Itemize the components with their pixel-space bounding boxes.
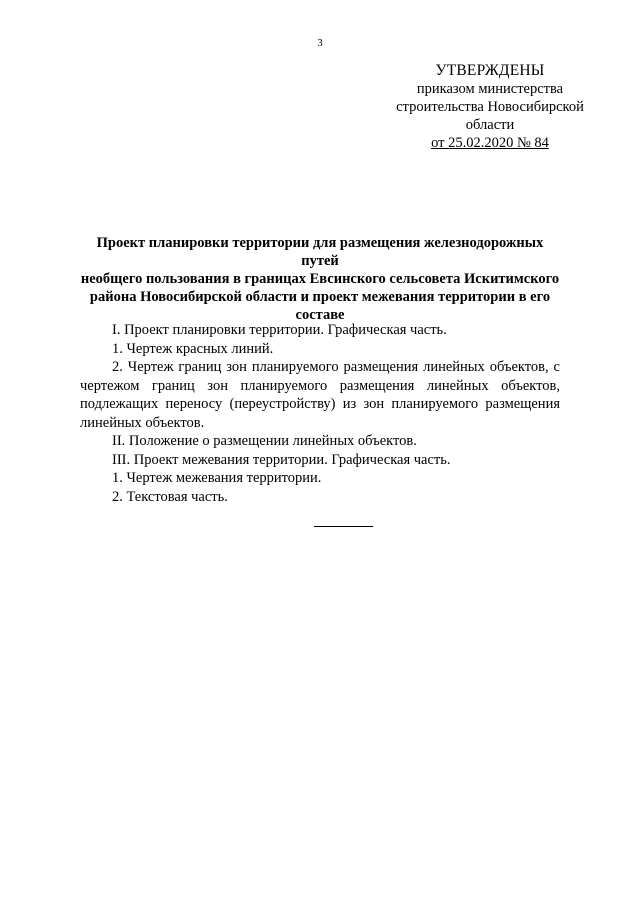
title-line: района Новосибирской области и проект межевания территории в его — [89, 289, 551, 305]
page-number: 3 — [317, 38, 323, 49]
title-line: необщего пользования в границах Евсинского сельсовета Искитимского — [80, 271, 560, 287]
approval-heading: УТВЕРЖДЕНЫ — [435, 62, 545, 79]
contents-item: II. Положение о размещении линейных объектов. — [112, 433, 417, 449]
approval-order: от 25.02.2020 № 84 — [431, 135, 549, 151]
contents-item: 2. Текстовая часть. — [112, 488, 228, 505]
approval-line: строительства Новосибирской — [396, 99, 584, 115]
document-title — [80, 234, 560, 324]
contents-list — [80, 321, 560, 506]
contents-item: I. Проект планировки территории. Графическая часть. — [112, 322, 447, 338]
approval-line: приказом министерства — [416, 81, 564, 97]
title-line: Проект планировки территории для размещения железнодорожных путей — [96, 235, 544, 269]
contents-item: 1. Чертеж межевания территории. — [112, 470, 322, 486]
title-line: составе — [295, 307, 345, 323]
contents-item: 1. Чертеж красных линий. — [112, 340, 274, 357]
approval-stamp — [385, 62, 595, 152]
contents-item: 2. Чертеж границ зон планируемого размещения линейных объектов, с чертежом границ зон планируемого размещения линейных объектов, подлежащих переносу (переустройству) из зон планируемого размещения линейных объектов. — [80, 359, 560, 431]
contents-item: III. Проект межевания территории. Графическая часть. — [112, 451, 451, 468]
closing-divider — [314, 526, 373, 527]
approval-line: области — [465, 117, 515, 133]
